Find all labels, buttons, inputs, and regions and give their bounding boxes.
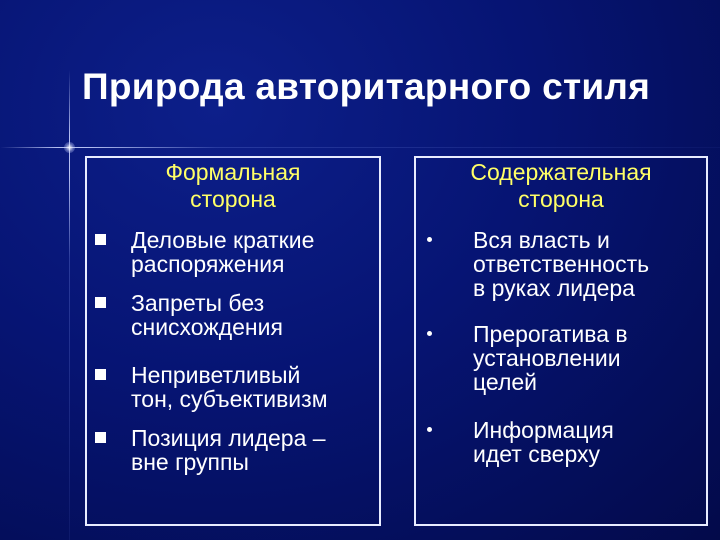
decorative-vertical-line [69,70,70,540]
content-item-1: Вся власть и ответственность в руках лидера [473,227,650,301]
decorative-horizontal-line [0,147,720,148]
formal-item-2: Запреты без снисхождения [131,290,283,340]
formal-item-3: Неприветливый тон, субъективизм [131,362,328,412]
formal-side-heading: Формальная сторона [165,159,301,212]
sparkle-icon [64,142,75,153]
round-bullet-icon [427,237,432,242]
square-bullet-icon [95,234,106,245]
formal-item-1: Деловые краткие распоряжения [131,227,315,277]
slide-title: Природа авторитарного стиля [82,66,651,107]
round-bullet-icon [427,427,432,432]
square-bullet-icon [95,297,106,308]
round-bullet-icon [427,331,432,336]
content-item-3: Информация идет сверху [473,417,614,467]
content-item-2: Прерогатива в установлении целей [473,321,628,395]
square-bullet-icon [95,369,106,380]
content-side-heading: Содержательная сторона [470,159,652,212]
square-bullet-icon [95,432,106,443]
formal-item-4: Позиция лидера – вне группы [131,425,326,475]
